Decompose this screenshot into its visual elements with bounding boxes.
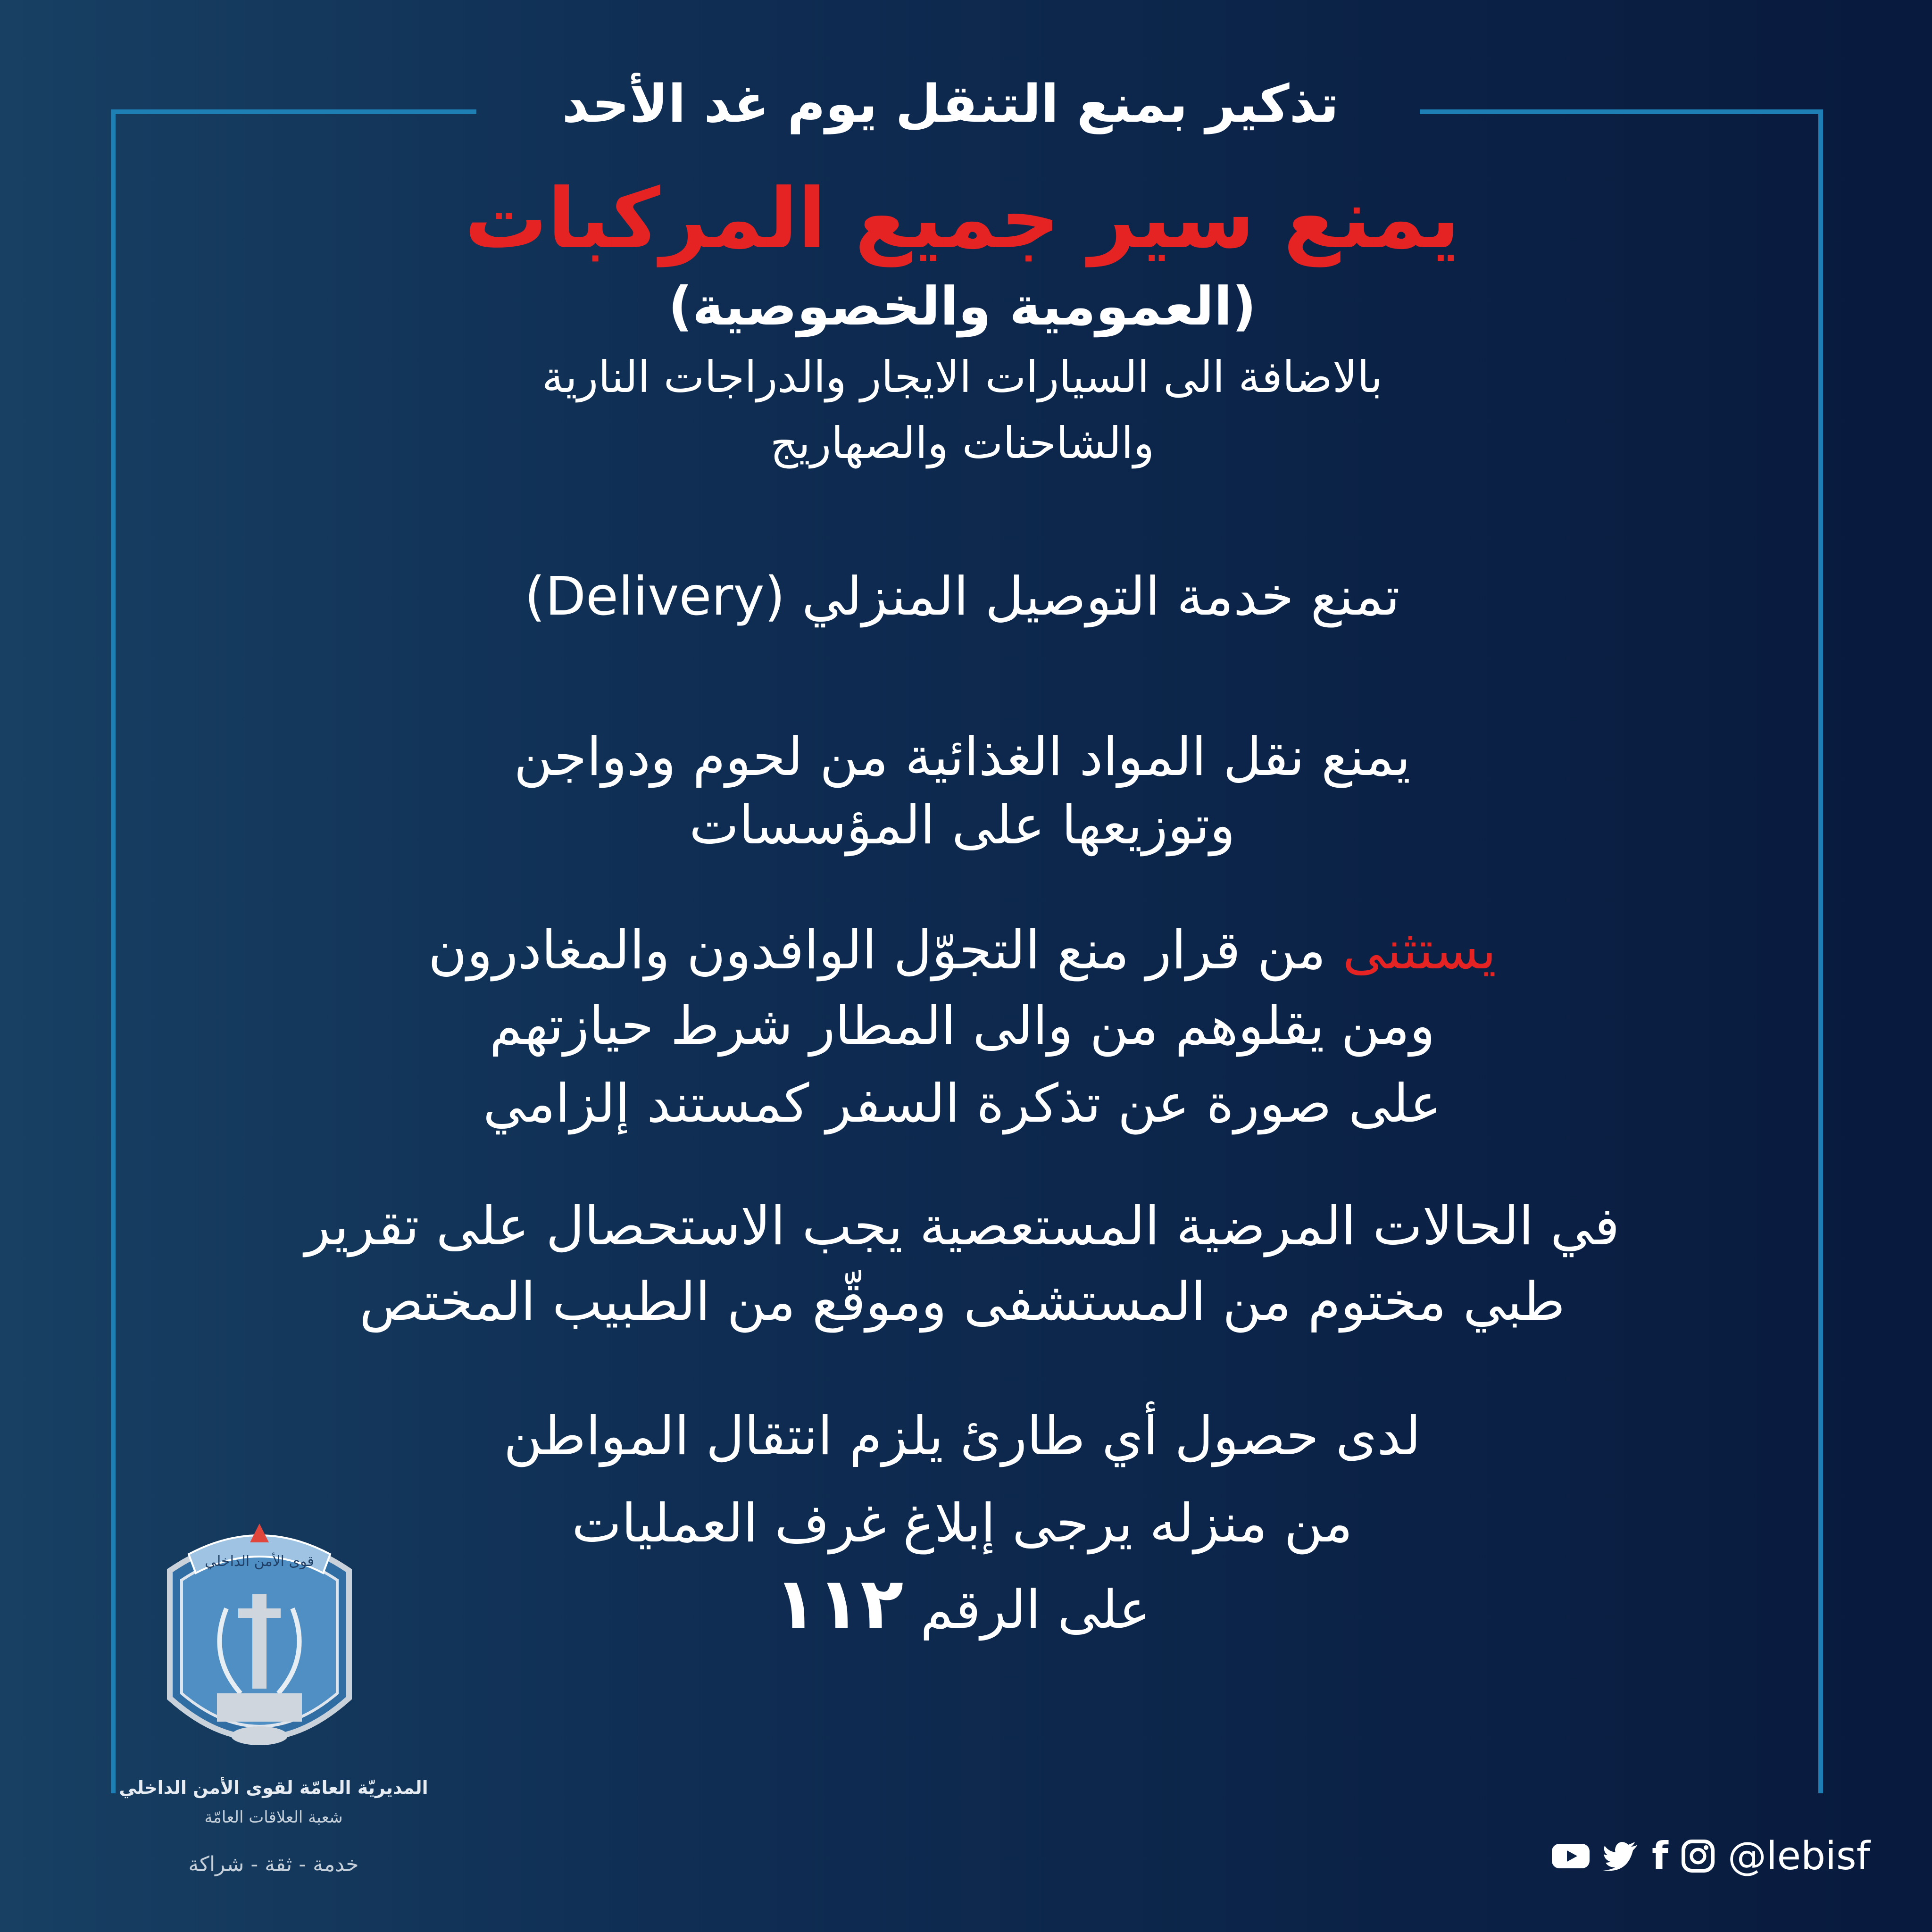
exceptions-line-3: على صورة عن تذكرة السفر كمستند إلزامي	[483, 1073, 1441, 1134]
youtube-icon[interactable]	[1552, 1842, 1590, 1870]
facebook-icon[interactable]: f	[1652, 1834, 1668, 1878]
vehicles-subtitle: (العمومية والخصوصية)	[668, 276, 1257, 337]
exceptions-line-1-rest: من قرار منع التجوّل الوافدون والمغادرون	[428, 920, 1343, 981]
motto: خدمة - ثقة - شراكة	[188, 1852, 359, 1876]
exceptions-line-1	[113, 917, 1811, 983]
page-title: تذكير بمنع التنقل يوم غد الأحد	[562, 74, 1339, 134]
social-handle[interactable]: @lebisf	[1727, 1833, 1870, 1879]
emergency-line-1: لدى حصول أي طارئ يلزم انتقال المواطن	[503, 1406, 1421, 1467]
frame-right	[1818, 109, 1823, 1793]
exceptions-keyword: يستثنى	[1342, 920, 1497, 981]
food-line-2: وتوزيعها على المؤسسات	[689, 795, 1235, 856]
emergency-label: على الرقم	[920, 1579, 1151, 1641]
vehicles-headline: يمنع سير جميع المركبات	[464, 171, 1460, 267]
medical-line-1: في الحالات المرضية المستعصية يجب الاستحصال على تقرير	[305, 1196, 1620, 1257]
twitter-icon[interactable]	[1603, 1841, 1639, 1871]
delivery-text: تمنع خدمة التوصيل المنزلي (Delivery)	[525, 566, 1400, 627]
frame-top-left	[111, 109, 476, 114]
instagram-icon[interactable]	[1682, 1840, 1715, 1873]
org-name: المديريّة العامّة لقوى الأمن الداخلي	[119, 1777, 428, 1798]
frame-top-right	[1420, 109, 1823, 114]
emergency-number: ١١٢	[774, 1563, 904, 1645]
exceptions-line-2: ومن يقلوهم من والى المطار شرط حيازتهم	[489, 995, 1435, 1057]
social-strip	[1552, 1832, 1870, 1880]
isf-logo	[156, 1514, 363, 1769]
emergency-line-2: من منزله يرجى إبلاغ غرف العمليات	[572, 1493, 1353, 1554]
vehicles-line-1: بالاضافة الى السيارات الايجار والدراجات النارية	[541, 352, 1383, 402]
emergency-line-3	[113, 1563, 1811, 1645]
logo-text: قوى الأمن الداخلي	[205, 1553, 314, 1570]
vehicles-line-2: والشاحنات والصهاريج	[770, 418, 1155, 468]
food-line-1: يمنع نقل المواد الغذائية من لحوم ودواجن	[514, 726, 1411, 788]
department-name: شعبة العلاقات العامّة	[204, 1808, 343, 1827]
medical-line-2: طبي مختوم من المستشفى وموقّع من الطبيب المختص	[359, 1271, 1565, 1332]
